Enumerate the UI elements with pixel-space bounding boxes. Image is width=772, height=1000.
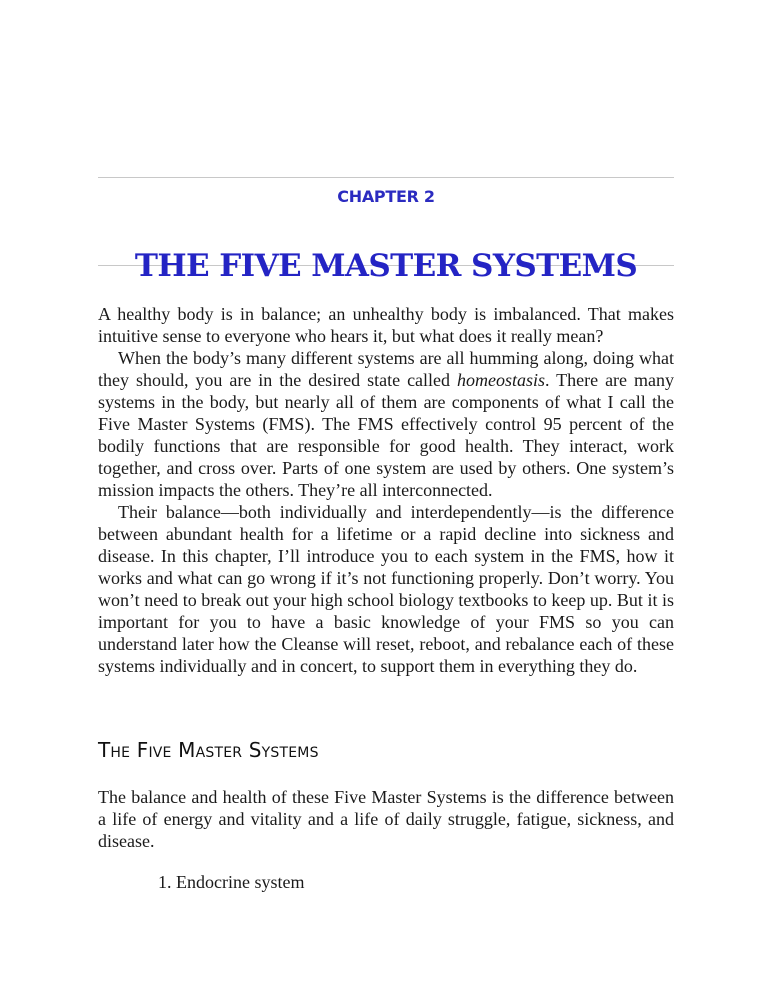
paragraph-2 <box>98 347 674 501</box>
paragraph-2-end: . There are many systems in the body, but nearly all of them are components of what I call the Five Master Systems (FMS). The FMS effectively control 95 percent of the bodily functions that are responsible for good health. They interact, work together, and cross over. Parts of one system are used by others. One system’s mission impacts the others. They’re all interconnected. <box>98 370 674 500</box>
section-body <box>98 786 674 852</box>
chapter-title-block <box>98 243 674 289</box>
paragraph-1: A healthy body is in balance; an unhealthy body is imbalanced. That makes intuitive sense to everyone who hears it, but what does it really mean? <box>98 304 674 346</box>
chapter-title: THE FIVE MASTER SYSTEMS <box>134 248 638 284</box>
systems-list <box>158 871 658 893</box>
list-item: 1. Endocrine system <box>158 872 305 892</box>
section-paragraph: The balance and health of these Five Master Systems is the difference between a life of energy and vitality and a life of daily struggle, fatigue, sickness, and disease. <box>98 787 674 851</box>
paragraph-3: Their balance—both individually and interdependently—is the difference between abundant health for a lifetime or a rapid decline into sickness and disease. In this chapter, I’ll introduce you to each system in the FMS, how it works and what can go wrong if it’s not functioning properly. Don’t worry. You won’t need to break out your high school biology textbooks to keep up. But it is important for you to have a basic knowledge of your FMS so you can understand later how the Cleanse will reset, reboot, and rebalance each of these systems individually and in concert, to support them in everything they do. <box>98 502 674 676</box>
top-divider <box>98 177 674 178</box>
section-heading: The Five Master Systems <box>98 738 319 762</box>
chapter-label: CHAPTER 2 <box>337 187 435 206</box>
chapter-body <box>98 303 674 677</box>
emphasis-homeostasis: homeostasis <box>457 370 546 390</box>
paragraph-2-start: When the body’s many different systems are all humming along, doing what they should, you are in the desired state called <box>98 348 674 390</box>
